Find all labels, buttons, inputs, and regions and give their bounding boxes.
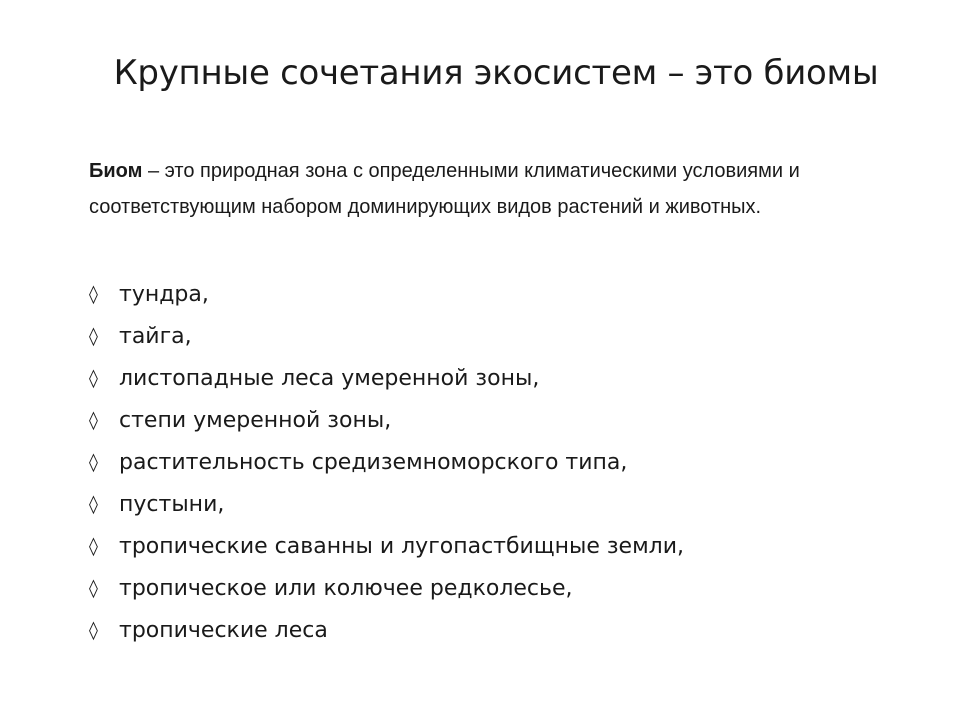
diamond-bullet-icon: ◊ <box>89 452 98 473</box>
definition-term: Биом <box>89 160 143 182</box>
list-item-text: пустыни, <box>119 492 225 517</box>
list-item-text: листопадные леса умеренной зоны, <box>119 366 540 391</box>
slide-title: Крупные сочетания экосистем – это биомы <box>113 53 879 93</box>
list-item <box>89 610 684 652</box>
definition-text: – это природная зона с определенными климатическими условиями и соответствующим набором доминирующих видов растений и животных. <box>89 160 800 218</box>
list-item-text: тропические леса <box>119 618 328 643</box>
list-item <box>89 484 684 526</box>
diamond-bullet-icon: ◊ <box>89 494 98 515</box>
list-item-text: растительность средиземноморского типа, <box>119 450 628 475</box>
list-item <box>89 358 684 400</box>
list-item-text: степи умеренной зоны, <box>119 408 392 433</box>
list-item-text: тропическое или колючее редколесье, <box>119 576 573 601</box>
diamond-bullet-icon: ◊ <box>89 368 98 389</box>
list-item <box>89 274 684 316</box>
list-item <box>89 316 684 358</box>
diamond-bullet-icon: ◊ <box>89 578 98 599</box>
list-item <box>89 526 684 568</box>
list-item <box>89 400 684 442</box>
list-item-text: тундра, <box>119 282 209 307</box>
biome-list <box>89 274 684 652</box>
list-item-text: тайга, <box>119 324 192 349</box>
diamond-bullet-icon: ◊ <box>89 284 98 305</box>
list-item <box>89 568 684 610</box>
diamond-bullet-icon: ◊ <box>89 326 98 347</box>
diamond-bullet-icon: ◊ <box>89 410 98 431</box>
biome-definition <box>89 153 869 225</box>
list-item <box>89 442 684 484</box>
list-item-text: тропические саванны и лугопастбищные земли, <box>119 534 685 559</box>
diamond-bullet-icon: ◊ <box>89 536 98 557</box>
diamond-bullet-icon: ◊ <box>89 620 98 641</box>
